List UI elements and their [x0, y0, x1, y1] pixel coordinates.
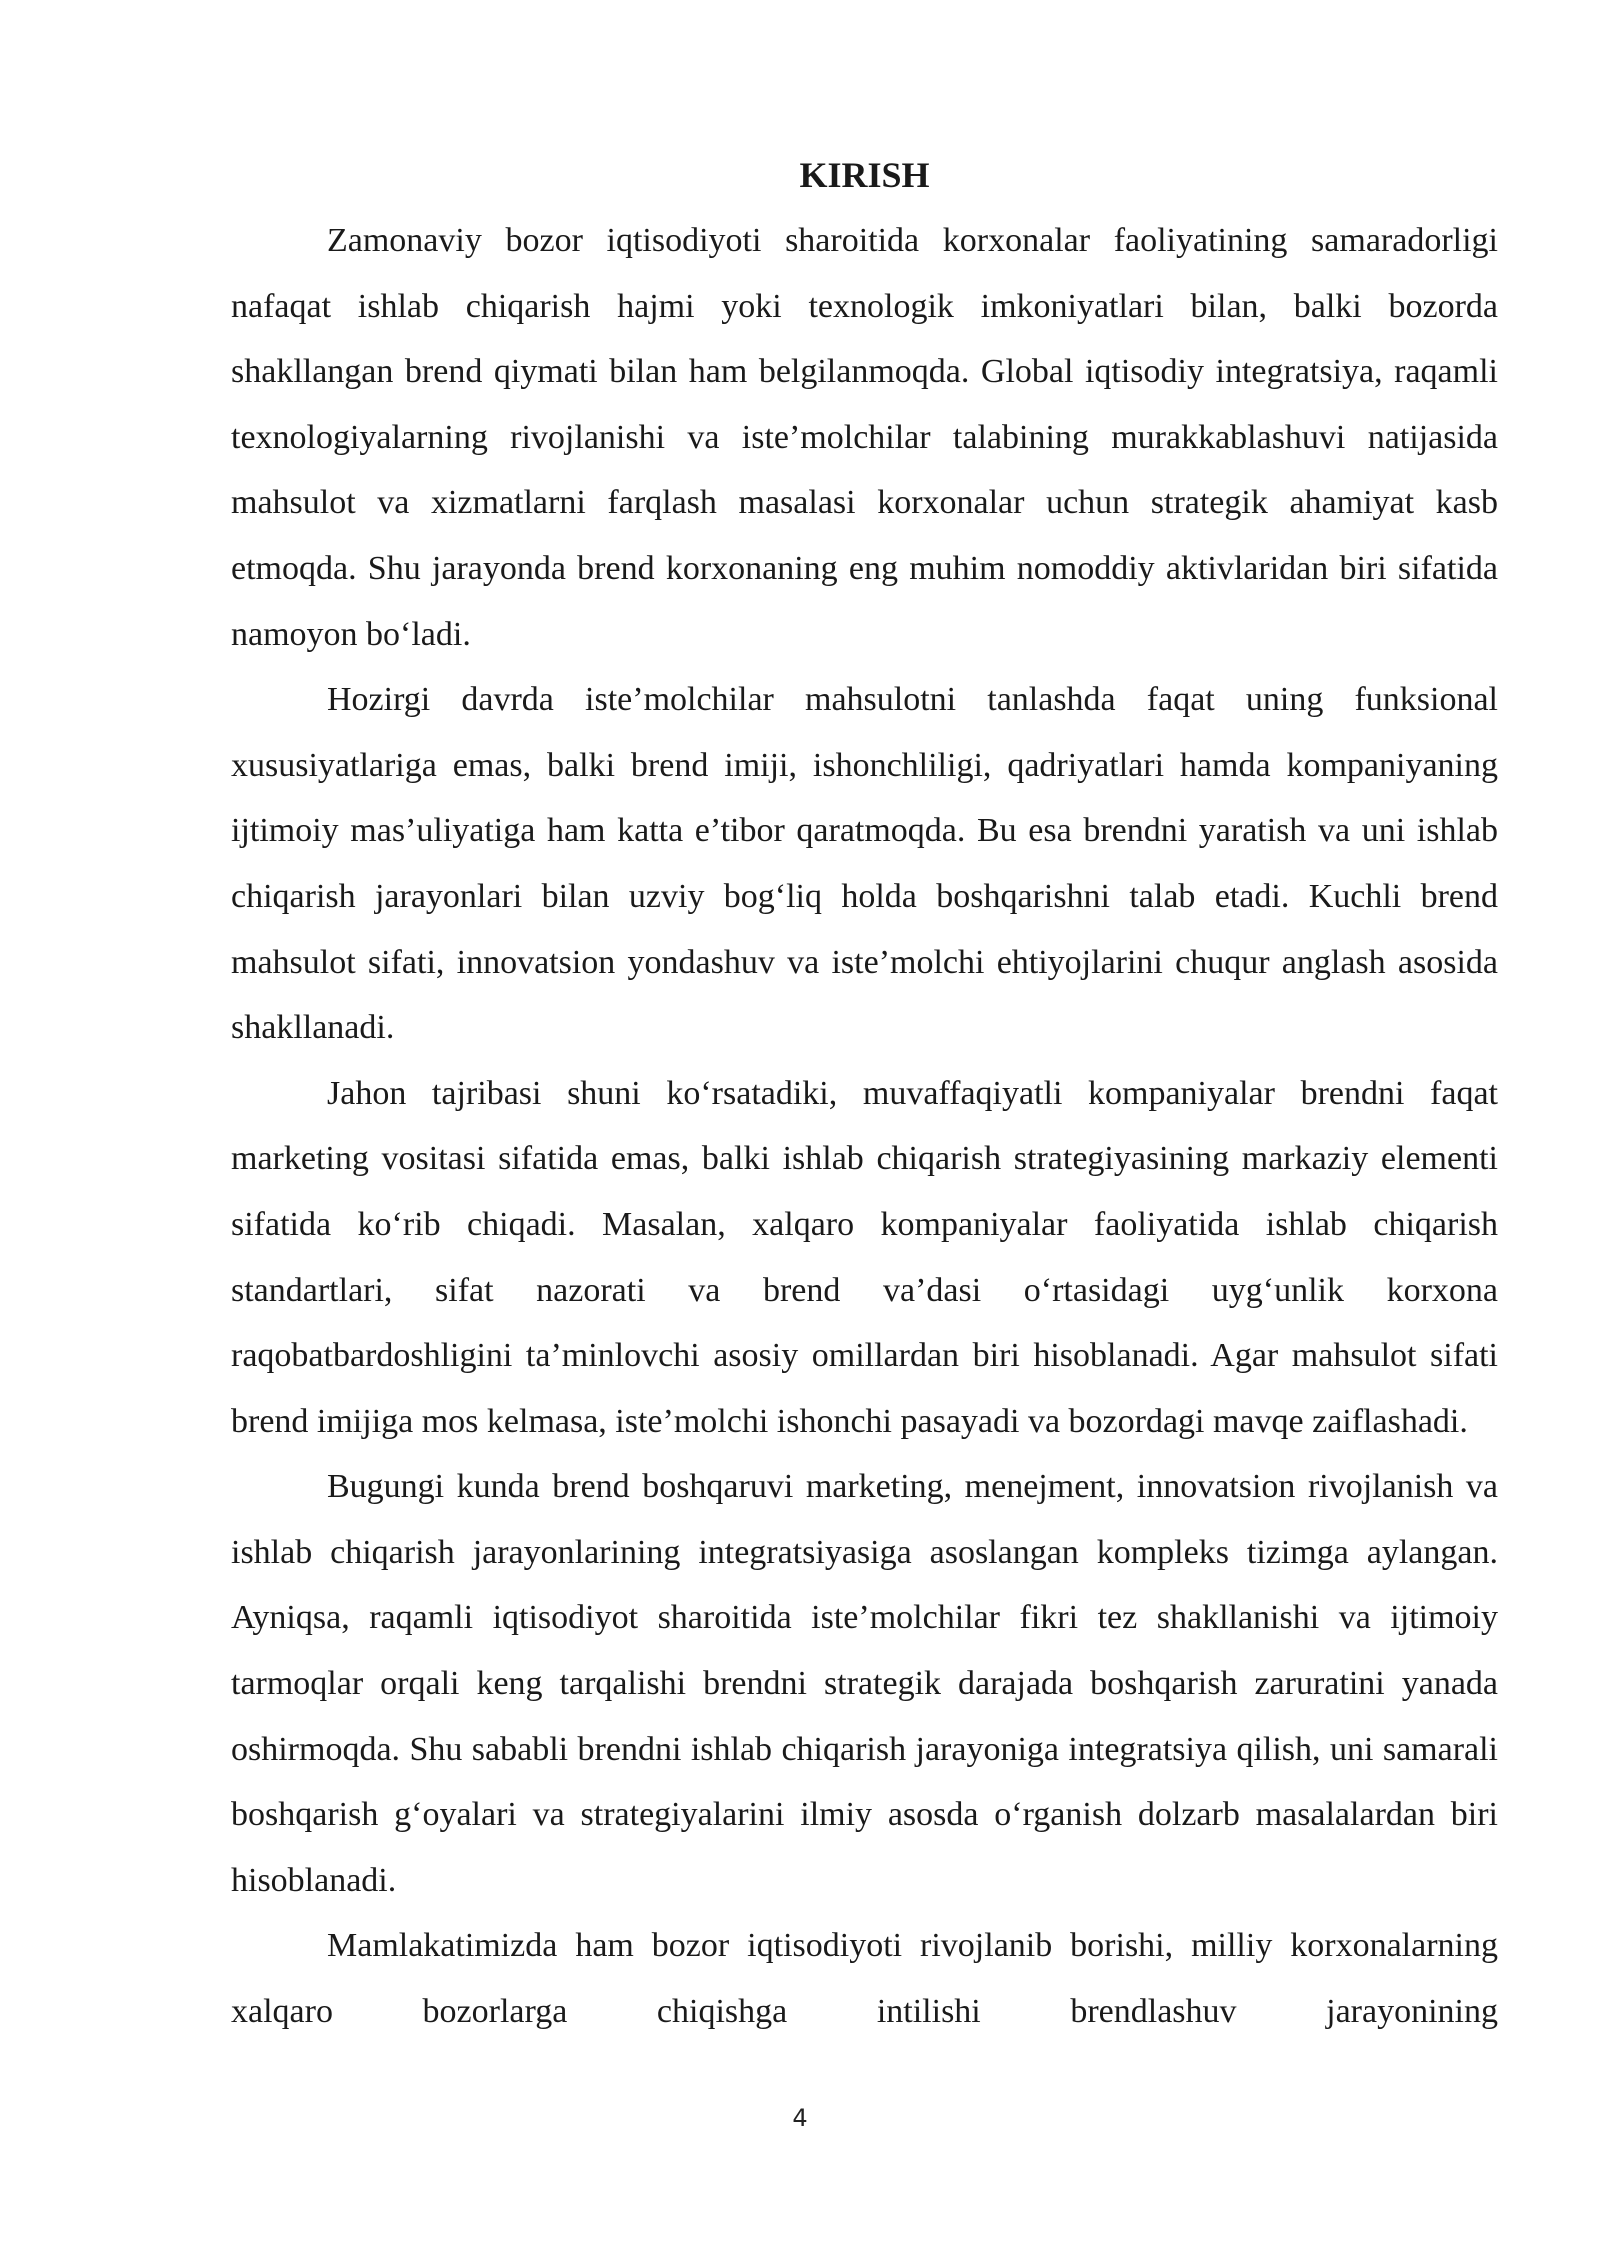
paragraph-5: Mamlakatimizda ham bozor iqtisodiyoti rivojlanib borishi, milliy korxonalarning xalqaro bozorlarga chiqishga intilishi brendlashuv jarayonining: [231, 1927, 1498, 2031]
page-content: [231, 150, 1498, 2045]
page-number: 4: [792, 2104, 808, 2132]
paragraph-3: Jahon tajribasi shuni ko‘rsatadiki, muvaffaqiyatli kompaniyalar brendni faqat marketing vositasi sifatida emas, balki ishlab chiqarish strategiyasining markaziy elementi sifatida ko‘rib chiqadi. Masalan, xalqaro kompaniyalar faoliyatida ishlab chiqarish standartlari, sifat nazorati va brend va’dasi o‘rtasidagi uyg‘unlik korxona raqobatbardoshligini ta’minlovchi asosiy omillardan biri hisoblanadi. Agar mahsulot sifati brend imijiga mos kelmasa, iste’molchi ishonchi pasayadi va bozordagi mavqe zaiflashadi.: [231, 1074, 1498, 1440]
paragraph-1: Zamonaviy bozor iqtisodiyoti sharoitida korxonalar faoliyatining samaradorligi nafaqat ishlab chiqarish hajmi yoki texnologik imkoniyatlari bilan, balki bozorda shakllangan brend qiymati bilan ham belgilanmoqda. Global iqtisodiy integratsiya, raqamli texnologiyalarning rivojlanishi va iste’molchilar talabining murakkablashuvi natijasida mahsulot va xizmatlarni farqlash masalasi korxonalar uchun strategik ahamiyat kasb etmoqda. Shu jarayonda brend korxonaning eng muhim nomoddiy aktivlaridan biri sifatida namoyon bo‘ladi.: [231, 222, 1498, 653]
paragraph-2: Hozirgi davrda iste’molchilar mahsulotni tanlashda faqat uning funksional xususiyatlariga emas, balki brend imiji, ishonchliligi, qadriyatlari hamda kompaniyaning ijtimoiy mas’uliyatiga ham katta e’tibor qaratmoqda. Bu esa brendni yaratish va uni ishlab chiqarish jarayonlari bilan uzviy bog‘liq holda boshqarishni talab etadi. Kuchli brend mahsulot sifati, innovatsion yondashuv va iste’molchi ehtiyojlarini chuqur anglash asosida shakllanadi.: [231, 681, 1498, 1047]
paragraph-4: Bugungi kunda brend boshqaruvi marketing, menejment, innovatsion rivojlanish va ishlab chiqarish jarayonlarining integratsiyasiga asoslangan kompleks tizimga aylangan. Ayniqsa, raqamli iqtisodiyot sharoitida iste’molchilar fikri tez shakllanishi va ijtimoiy tarmoqlar orqali keng tarqalishi brendni strategik darajada boshqarish zaruratini yanada oshirmoqda. Shu sababli brendni ishlab chiqarish jarayoniga integratsiya qilish, uni samarali boshqarish g‘oyalari va strategiyalarini ilmiy asosda o‘rganish dolzarb masalalardan biri hisoblanadi.: [231, 1468, 1498, 1899]
section-heading: KIRISH: [799, 155, 930, 195]
